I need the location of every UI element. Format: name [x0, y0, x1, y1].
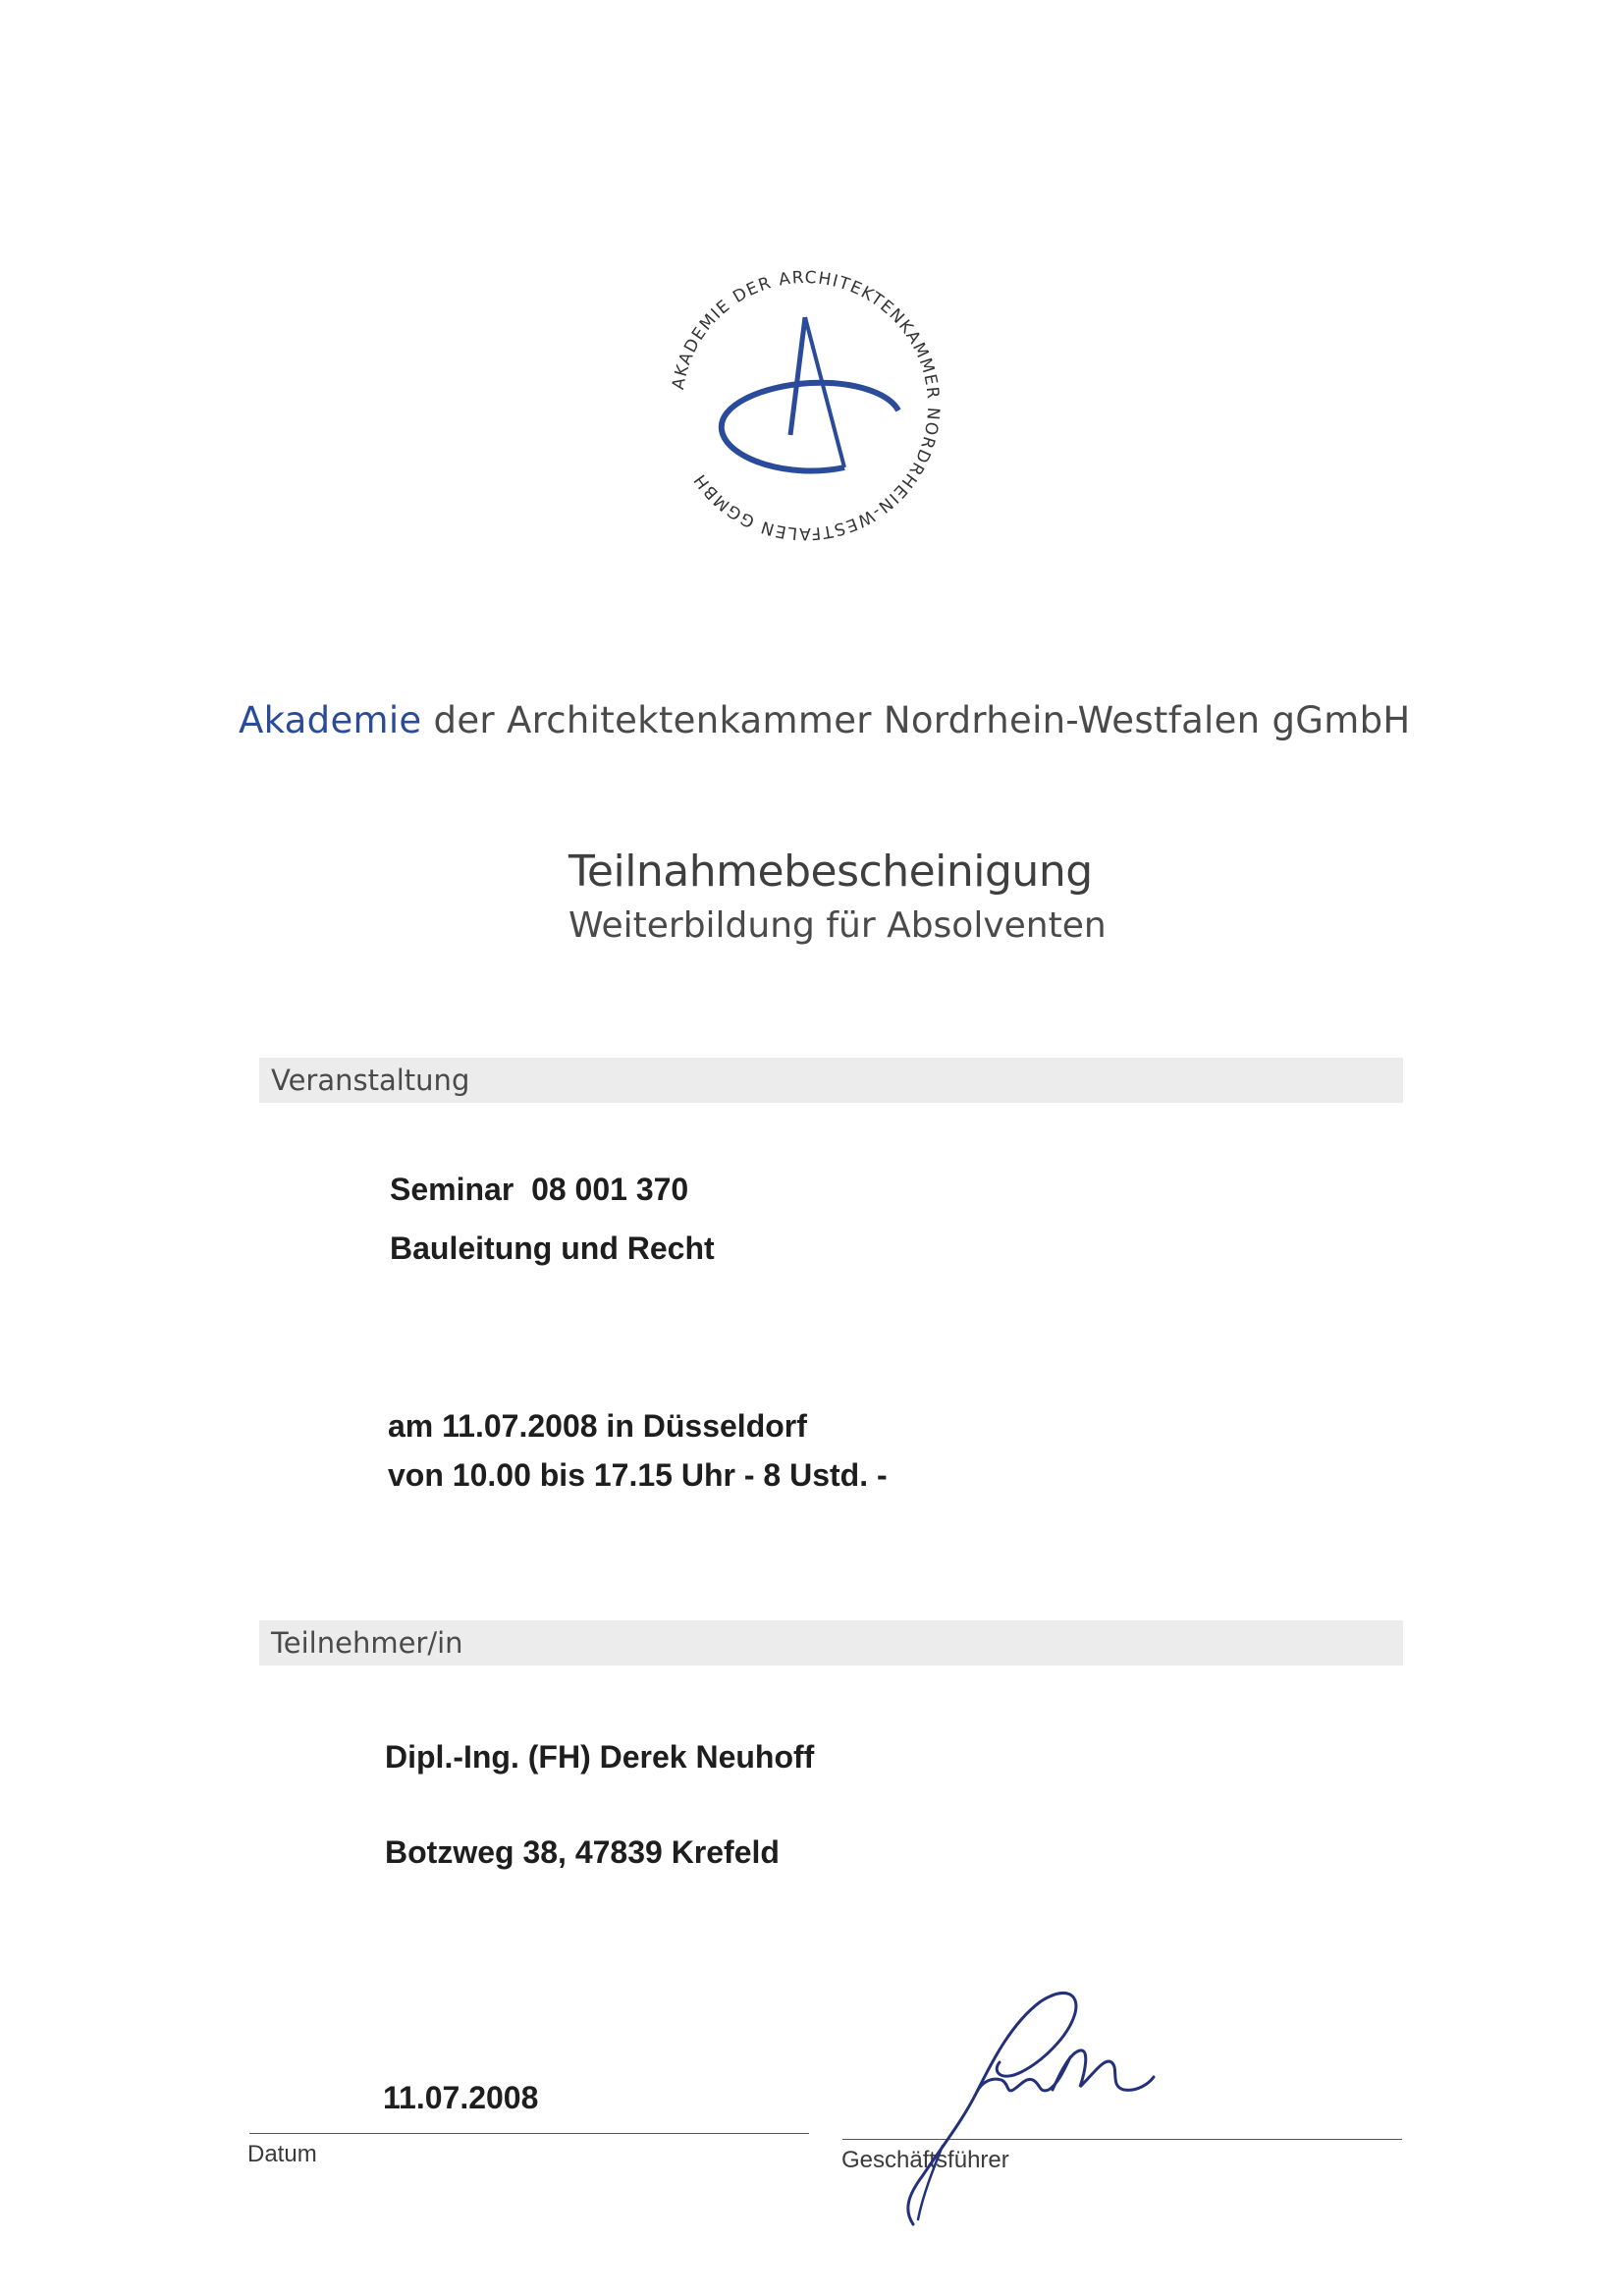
section-label-event: Veranstaltung	[271, 1064, 470, 1097]
document-title: Teilnahmebescheinigung	[568, 847, 1093, 897]
svg-text:AKADEMIE DER ARCHITEKTENKAMMER	[669, 268, 943, 543]
section-bar-participant	[259, 1620, 1403, 1666]
document-subtitle: Weiterbildung für Absolventen	[568, 905, 1107, 946]
date-value: 11.07.2008	[383, 2080, 539, 2115]
section-label-participant: Teilnehmer/in	[271, 1626, 463, 1660]
event-date-location: am 11.07.2008 in Düsseldorf	[388, 1408, 807, 1444]
academy-logo	[643, 244, 967, 568]
handwritten-signature	[884, 1974, 1237, 2239]
event-time: von 10.00 bis 17.15 Uhr - 8 Ustd. -	[388, 1457, 888, 1493]
organization-accent: Akademie	[239, 699, 422, 741]
seminar-name: Bauleitung und Recht	[390, 1230, 715, 1266]
participant-name: Dipl.-Ing. (FH) Derek Neuhoff	[385, 1739, 815, 1775]
signature-label: Geschäftsführer	[841, 2147, 1009, 2173]
date-rule	[249, 2133, 809, 2134]
logo-ring-text: AKADEMIE DER ARCHITEKTENKAMMER NORDRHEIN-WESTFALEN GGMBH	[669, 267, 944, 544]
date-label: Datum	[247, 2141, 317, 2167]
organization-name	[239, 699, 1411, 741]
seminar-number: Seminar 08 001 370	[390, 1172, 689, 1207]
section-bar-event	[259, 1058, 1403, 1103]
participant-address: Botzweg 38, 47839 Krefeld	[385, 1834, 780, 1870]
organization-rest: der Architektenkammer Nordrhein-Westfalen gGmbH	[421, 699, 1411, 741]
